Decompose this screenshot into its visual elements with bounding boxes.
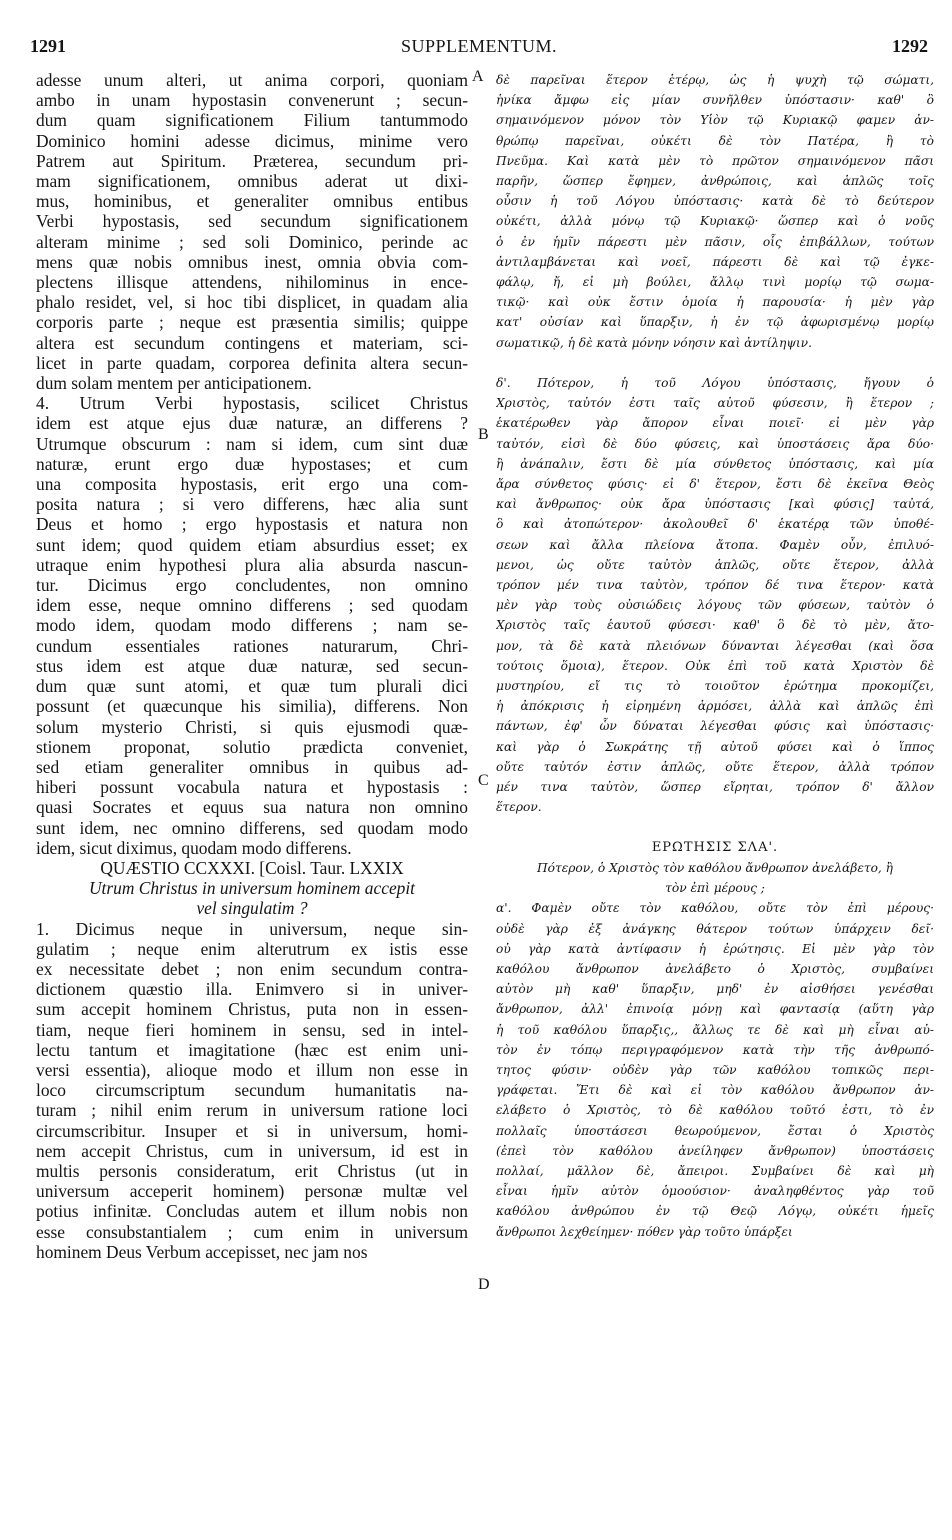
- greek-spacer-1: [496, 353, 934, 373]
- greek-paragraph-2: [496, 373, 934, 817]
- text-line: sum accepit hominem Christus, puta non in essen-: [36, 999, 468, 1020]
- text-line: versi essentia), alioque modo et illum non esse in: [36, 1059, 468, 1080]
- text-line: μέν τινα ταὐτὸν, ὥσπερ εἴρηται, τρόπον δ' ἄλλον: [496, 780, 934, 795]
- latin-paragraph-2: [36, 393, 468, 858]
- text-line: παρῆν, ὥσπερ ἔφημεν, ἀνθρώποις, καὶ ἁπλῶς τοῖς: [496, 174, 934, 189]
- text-line: τρόπον μέν τινα ταὐτὸν, τρόπον δέ τινα ἕτερον· κατὰ: [496, 578, 934, 593]
- text-line: altera est secundum contingens et materiam, sci-: [36, 332, 468, 353]
- latin-question-subtitle-2: vel singulatim ?: [196, 898, 308, 919]
- margin-letter-c: C: [478, 772, 489, 789]
- greek-spacer-2: [496, 818, 934, 838]
- greek-paragraph-3: [496, 898, 934, 1241]
- text-line: dum quæ sunt atomi, et quæ tum plurali dici: [36, 676, 468, 697]
- text-line: sunt idem; quod quidem etiam absurdius esset; ex: [36, 534, 468, 555]
- greek-question-subtitle-1: Πότερον, ὁ Χριστὸς τὸν καθόλου ἄνθρωπον ἀνελάβετο, ἢ: [536, 860, 893, 875]
- text-line: οὖσιν ἡ τοῦ Λόγου ὑπόστασις· κατὰ δὲ τὸ δεύτερον: [496, 194, 934, 209]
- text-line: ἢ ἀνάπαλιν, ἔστι δὲ μία σύνθετος ὑπόστασις, καὶ μία: [496, 456, 934, 471]
- text-line: τὸν ἐν τόπῳ περιγραφόμενον κατὰ τὴν τῆς ἀνθρωπό-: [496, 1042, 934, 1057]
- text-line: οὔτε ταὐτόν ἐστιν ἁπλῶς, οὔτε ἕτερον, ἀλλὰ τρόπον: [496, 759, 934, 774]
- text-line: α'. Φαμὲν οὔτε τὸν καθόλου, οὔτε τὸν ἐπὶ μέρους·: [496, 901, 934, 916]
- text-line: potius infinitæ. Concludas autem et illum nobis non: [36, 1201, 468, 1222]
- text-line: ἡ τοῦ καθόλου ὕπαρξις,, ἄλλως τε δὲ καὶ μὴ εἶναι αὐ-: [496, 1022, 934, 1037]
- greek-question-title: ΕΡΩΤΗΣΙΣ ΣΛΑ'.: [651, 839, 779, 855]
- text-line: καὶ ἄνθρωπος· οὐκ ἄρα ὑπόστασις [καὶ φύσις] ταὐτά,: [496, 497, 934, 512]
- text-line: plectens illisque attendens, nihilominus in ence-: [36, 272, 468, 293]
- margin-letter-b: B: [478, 426, 489, 443]
- text-line: πολλαί, μᾶλλον δὲ, ἄπειροι. Συμβαίνει δὲ καὶ μὴ: [496, 1163, 934, 1178]
- text-line: Πνεῦμα. Καὶ κατὰ μὲν τὸ πρῶτον σημαινόμενον πᾶσι: [496, 153, 934, 168]
- text-line: γράφεται. Ἔτι δὲ καὶ εἰ τὸν καθόλου ἄνθρωπον ἀν-: [496, 1083, 934, 1098]
- text-line: αὐτὸν μὴ καθ' ὕπαρξιν, μηδ' ἐν αἰσθήσει γενέσθαι: [496, 982, 934, 997]
- margin-letter-a: A: [472, 68, 484, 85]
- text-line: loco circumscriptum secundum humanitatis na-: [36, 1080, 468, 1101]
- text-line: alteram minime ; sed soli Dominico, perinde ac: [36, 231, 468, 252]
- text-line: Patrem aut Spiritum. Præterea, secundum pri-: [36, 150, 468, 171]
- text-line: τικῷ· καὶ οὐκ ἔστιν ὁμοία ἡ παρουσία· ἡ μὲν γὰρ: [496, 295, 934, 310]
- text-line: ex necessitate debet ; non enim secundum contra-: [36, 958, 468, 979]
- text-line: μὲν γὰρ τοὺς οὐσιώδεις λόγους τῶν φύσεων, ταὐτὸν ὁ: [496, 598, 934, 613]
- text-line: (ἐπεὶ τὸν καθόλου ἀνείληφεν ἄνθρωπον) ὑποστάσεις: [496, 1143, 934, 1158]
- text-line: sunt idem, nec omnino differens, sed quodam modo: [36, 817, 468, 838]
- text-line: μυστηρίου, εἴ τις τὸ τοιοῦτον ἐρώτημα προκομίζει,: [496, 679, 934, 694]
- latin-column: [36, 70, 468, 1538]
- text-line: πάντων, ἐφ' ὧν δύναται λέγεσθαι φύσις καὶ ὑπόστασις·: [496, 719, 934, 734]
- text-line: οὐκέτι, ἀλλὰ μόνῳ τῷ Κυριακῷ· ὥσπερ καὶ ὁ νοῦς: [496, 214, 934, 229]
- text-line: dum quam significationem Filium tantummodo: [36, 110, 468, 131]
- text-line: ambo in unam hypostasin convenerunt ; secun-: [36, 90, 468, 111]
- text-line: ἕτερον.: [496, 800, 542, 815]
- margin-letter-d: D: [478, 1276, 490, 1293]
- text-line: δὲ παρεῖναι ἕτερον ἑτέρῳ, ὡς ἡ ψυχὴ τῷ σώματι,: [496, 73, 934, 87]
- text-line: cundum essentiales rationes naturarum, Chri-: [36, 635, 468, 656]
- latin-question-subtitle-1: Utrum Christus in universum hominem accepit: [88, 878, 416, 899]
- text-line: ἀντιλαμβάνεται καὶ νοεῖ, πάρεστι δὲ καὶ τῷ ἐγκε-: [496, 254, 934, 269]
- text-line: ὃ καὶ ἀτοπώτερον· ἀκολουθεῖ δ' ἑκατέρᾳ τῶν ὑποθέ-: [496, 517, 934, 532]
- text-line: naturæ, erunt ergo duæ hypostases; et cum: [36, 453, 468, 474]
- text-line: dictionem quæstio illa. Enimvero si in univer-: [36, 979, 468, 1000]
- text-line: possunt (et quæcunque his similia), differens. Non: [36, 696, 468, 717]
- text-line: mam significationem, omnibus aderat ut dixi-: [36, 171, 468, 192]
- text-line: ἡνίκα ἄμφω εἰς μίαν συνῆλθεν ὑπόστασιν· καθ' ὃ: [496, 93, 934, 108]
- page-header: [30, 36, 928, 62]
- text-line: Χριστὸς ταῖς ἑαυτοῦ φύσεσι· καθ' ὃ δὲ τὸ μὲν, ἄτο-: [496, 618, 934, 633]
- text-line: sed etiam generaliter omnibus in quibus ad-: [36, 756, 468, 777]
- text-line: esse consubstantialem ; cum enim in universum: [36, 1221, 468, 1242]
- greek-column: [496, 70, 934, 1538]
- text-line: licet in parte quadam, corporea definita altera secun-: [36, 352, 468, 373]
- text-line: εἶναι ἡμῖν αὐτὸν ὁμοούσιον· ἀναληφθέντος γὰρ τοῦ: [496, 1184, 934, 1199]
- text-line: καθόλου ἄνθρωπον ἀνελάβετο ὁ Χριστὸς, συμβαίνει: [496, 961, 934, 976]
- text-line: δ'. Πότερον, ἡ τοῦ Λόγου ὑπόστασις, ἤγουν ὁ: [496, 376, 934, 391]
- text-line: σημαινόμενον μόνον τὸν Υἱὸν τῷ Κυριακῷ φαμεν ἀν-: [496, 113, 934, 128]
- text-line: Utrumque obscurum : nam si idem, cum sint duæ: [36, 433, 468, 454]
- text-line: nem accepit Christus, cum in universum, id est in: [36, 1140, 468, 1161]
- text-line: tur. Dicimus ergo concludentes, non omnino: [36, 575, 468, 596]
- text-line: una composita hypostasis, erit ergo una com-: [36, 474, 468, 495]
- text-line: utraque enim hypothesi plura alia absurda nascun-: [36, 554, 468, 575]
- text-line: gulatim ; neque enim alterutrum ex istis esse: [36, 938, 468, 959]
- text-line: σεων καὶ ἄλλα πλείονα ἄτοπα. Φαμὲν οὖν, ἐπιλυό-: [496, 537, 934, 552]
- text-line: σωματικῷ, ἡ δὲ κατὰ μόνην νόησιν καὶ ἀντίληψιν.: [496, 335, 812, 350]
- text-line: Dominico homini adesse dicimus, minime vero: [36, 130, 468, 151]
- text-line: universum acceperit hominem) personæ multæ vel: [36, 1181, 468, 1202]
- text-line: ἄνθρωπον, ἀλλ' ἐπινοίᾳ μόνῃ καὶ φαντασίᾳ (αὕτη γὰρ: [496, 1002, 934, 1017]
- text-line: Deus et homo ; ergo hypostasis et natura non: [36, 514, 468, 535]
- text-line: multis personis consideratum, erit Christus (ut in: [36, 1160, 468, 1181]
- text-line: τούτοις ὅμοια), ἕτερον. Οὐκ ἐπὶ τοῦ κατὰ Χριστὸν δὲ: [496, 658, 934, 673]
- text-line: ελάβετο ὁ Χριστὸς, τὸ δὲ καθόλου τοῦτό ἐστι, τὸ ἐν: [496, 1103, 934, 1118]
- text-line: μενοι, ὡς οὔτε ταὐτὸν ἁπλῶς, οὔτε ἕτερον, ἀλλὰ: [496, 557, 934, 572]
- latin-paragraph-3: [36, 919, 468, 1262]
- text-line: stus idem est atque duæ naturæ, sed secun-: [36, 655, 468, 676]
- text-line: tiam, neque fieri hominem in sensu, sed in intel-: [36, 1019, 468, 1040]
- text-line: stionem proponat, solutio prædicta conveniet,: [36, 736, 468, 757]
- greek-question-subtitle-2: τὸν ἐπὶ μέρους ;: [665, 881, 765, 896]
- text-line: idem esse, neque omnino differens ; sed quodam: [36, 595, 468, 616]
- text-line: hiberi possunt vocabula natura et hypostasis :: [36, 777, 468, 798]
- text-line: phalo residet, vel, si hoc tibi displicet, in quadam alia: [36, 292, 468, 313]
- running-title: SUPPLEMENTUM.: [400, 36, 558, 56]
- text-line: circumscribitur. Insuper et si in universum, homi-: [36, 1120, 468, 1141]
- text-line: ὁ ἐν ἡμῖν πάρεστι μὲν πᾶσιν, οἷς ἐπιβάλλων, τούτων: [496, 234, 934, 249]
- text-line: 4. Utrum Verbi hypostasis, scilicet Christus: [36, 393, 468, 414]
- text-line: οὐ γὰρ κατὰ ἀντίφασιν ἡ ἐρώτησις. Εἰ μὲν γὰρ τὸν: [496, 941, 934, 956]
- text-line: quasi Socrates et equus sua natura non omnino: [36, 797, 468, 818]
- text-line: posita natura ; si vero differens, hæc alia sunt: [36, 494, 468, 515]
- latin-paragraph-1: [36, 70, 468, 393]
- text-line: καὶ γὰρ ὁ Σωκράτης τῇ αὐτοῦ φύσει καὶ ὁ ἵππος: [496, 739, 934, 754]
- text-line: φάλῳ, ἤ, εἰ μὴ βούλει, ἄλλῳ τινὶ μορίῳ τῷ σωμα-: [496, 275, 934, 290]
- text-line: mus, hominibus, et generaliter omnibus entibus: [36, 191, 468, 212]
- text-line: idem, sicut diximus, quodam modo differens.: [36, 837, 352, 858]
- greek-paragraph-1: [496, 70, 934, 353]
- text-line: corporis parte ; neque est præsentia similis; quippe: [36, 312, 468, 333]
- text-line: ἡ ἀπόκρισις ἡ εἰρημένη ἁρμόσει, ἀλλὰ καὶ ἁπλῶς ἐπὶ: [496, 699, 934, 714]
- text-line: turam ; nihil enim rerum in universum ratione loci: [36, 1100, 468, 1121]
- text-line: 1. Dicimus neque in universum, neque sin-: [36, 918, 468, 939]
- latin-question-title: QUÆSTIO CCXXXI. [Coisl. Taur. LXXIX: [100, 857, 404, 878]
- text-line: ταὐτόν, εἰσὶ δὲ δύο φύσεις, καὶ ὑποστάσεις ἄρα δύο·: [496, 436, 934, 451]
- page-number-left: 1291: [30, 36, 66, 56]
- text-line: dum solam mentem per anticipationem.: [36, 373, 312, 394]
- text-line: πολλαῖς ὑποστάσεσι θεωρούμενον, ἔσται ὁ Χριστὸς: [496, 1123, 934, 1138]
- text-line: τητος φύσιν· οὐδὲν γὰρ τῶν καθόλου τοπικῶς περι-: [496, 1062, 934, 1077]
- text-line: μον, τὰ δὲ κατὰ πλειόνων δύνανται λέγεσθαι (καὶ ὅσα: [496, 638, 934, 653]
- text-line: hominem Deus Verbum accepisset, nec jam nos: [36, 1241, 368, 1262]
- text-line: θρώπῳ παρεῖναι, οὐκέτι δὲ τὸν Πατέρα, ἢ τὸ: [496, 133, 934, 148]
- text-line: κατ' οὐσίαν καὶ ὕπαρξιν, ἡ ἐν τῷ ἀφωρισμένῳ μορίῳ: [496, 315, 934, 330]
- text-line: idem est atque ejus duæ naturæ, an differens ?: [36, 413, 468, 434]
- text-line: καθόλου ἀνθρώπου ἐν τῷ Θεῷ Λόγῳ, οὐκέτι ἡμεῖς: [496, 1204, 934, 1219]
- text-line: ἄρα σύνθετος φύσις· εἰ δ' ἕτερον, ἔστι δὲ ἐκεῖνα Θεὸς: [496, 477, 934, 492]
- text-line: ἑκατέρωθεν γὰρ ἄπορον εἶναι ποιεῖ· εἰ μὲν γὰρ: [496, 416, 934, 431]
- text-line: solum mysterio Christi, si quis ejusmodi quæ-: [36, 716, 468, 737]
- text-line: lectu tantum et imagitatione (hæc est enim uni-: [36, 1039, 468, 1060]
- page-number-right: 1292: [892, 36, 928, 56]
- text-line: mens quæ nobis omnibus inest, omnia obvia com-: [36, 251, 468, 272]
- text-line: οὐδὲ γὰρ ἐξ ἀνάγκης θάτερον τούτων ὑπάρχειν δεῖ·: [496, 921, 934, 936]
- text-line: Χριστὸς, ταὐτόν ἐστι ταῖς αὐτοῦ φύσεσιν, ἢ ἕτερον ;: [496, 396, 934, 411]
- text-line: ἄνθρωποι λεχθείημεν· πόθεν γὰρ τοῦτο ὑπάρξει: [496, 1224, 793, 1239]
- text-line: Verbi hypostasis, sed secundum significationem: [36, 211, 468, 232]
- text-line: modo idem, quodam modo differens ; nam se-: [36, 615, 468, 636]
- text-line: adesse unum alteri, ut anima corpori, quoniam: [36, 70, 468, 90]
